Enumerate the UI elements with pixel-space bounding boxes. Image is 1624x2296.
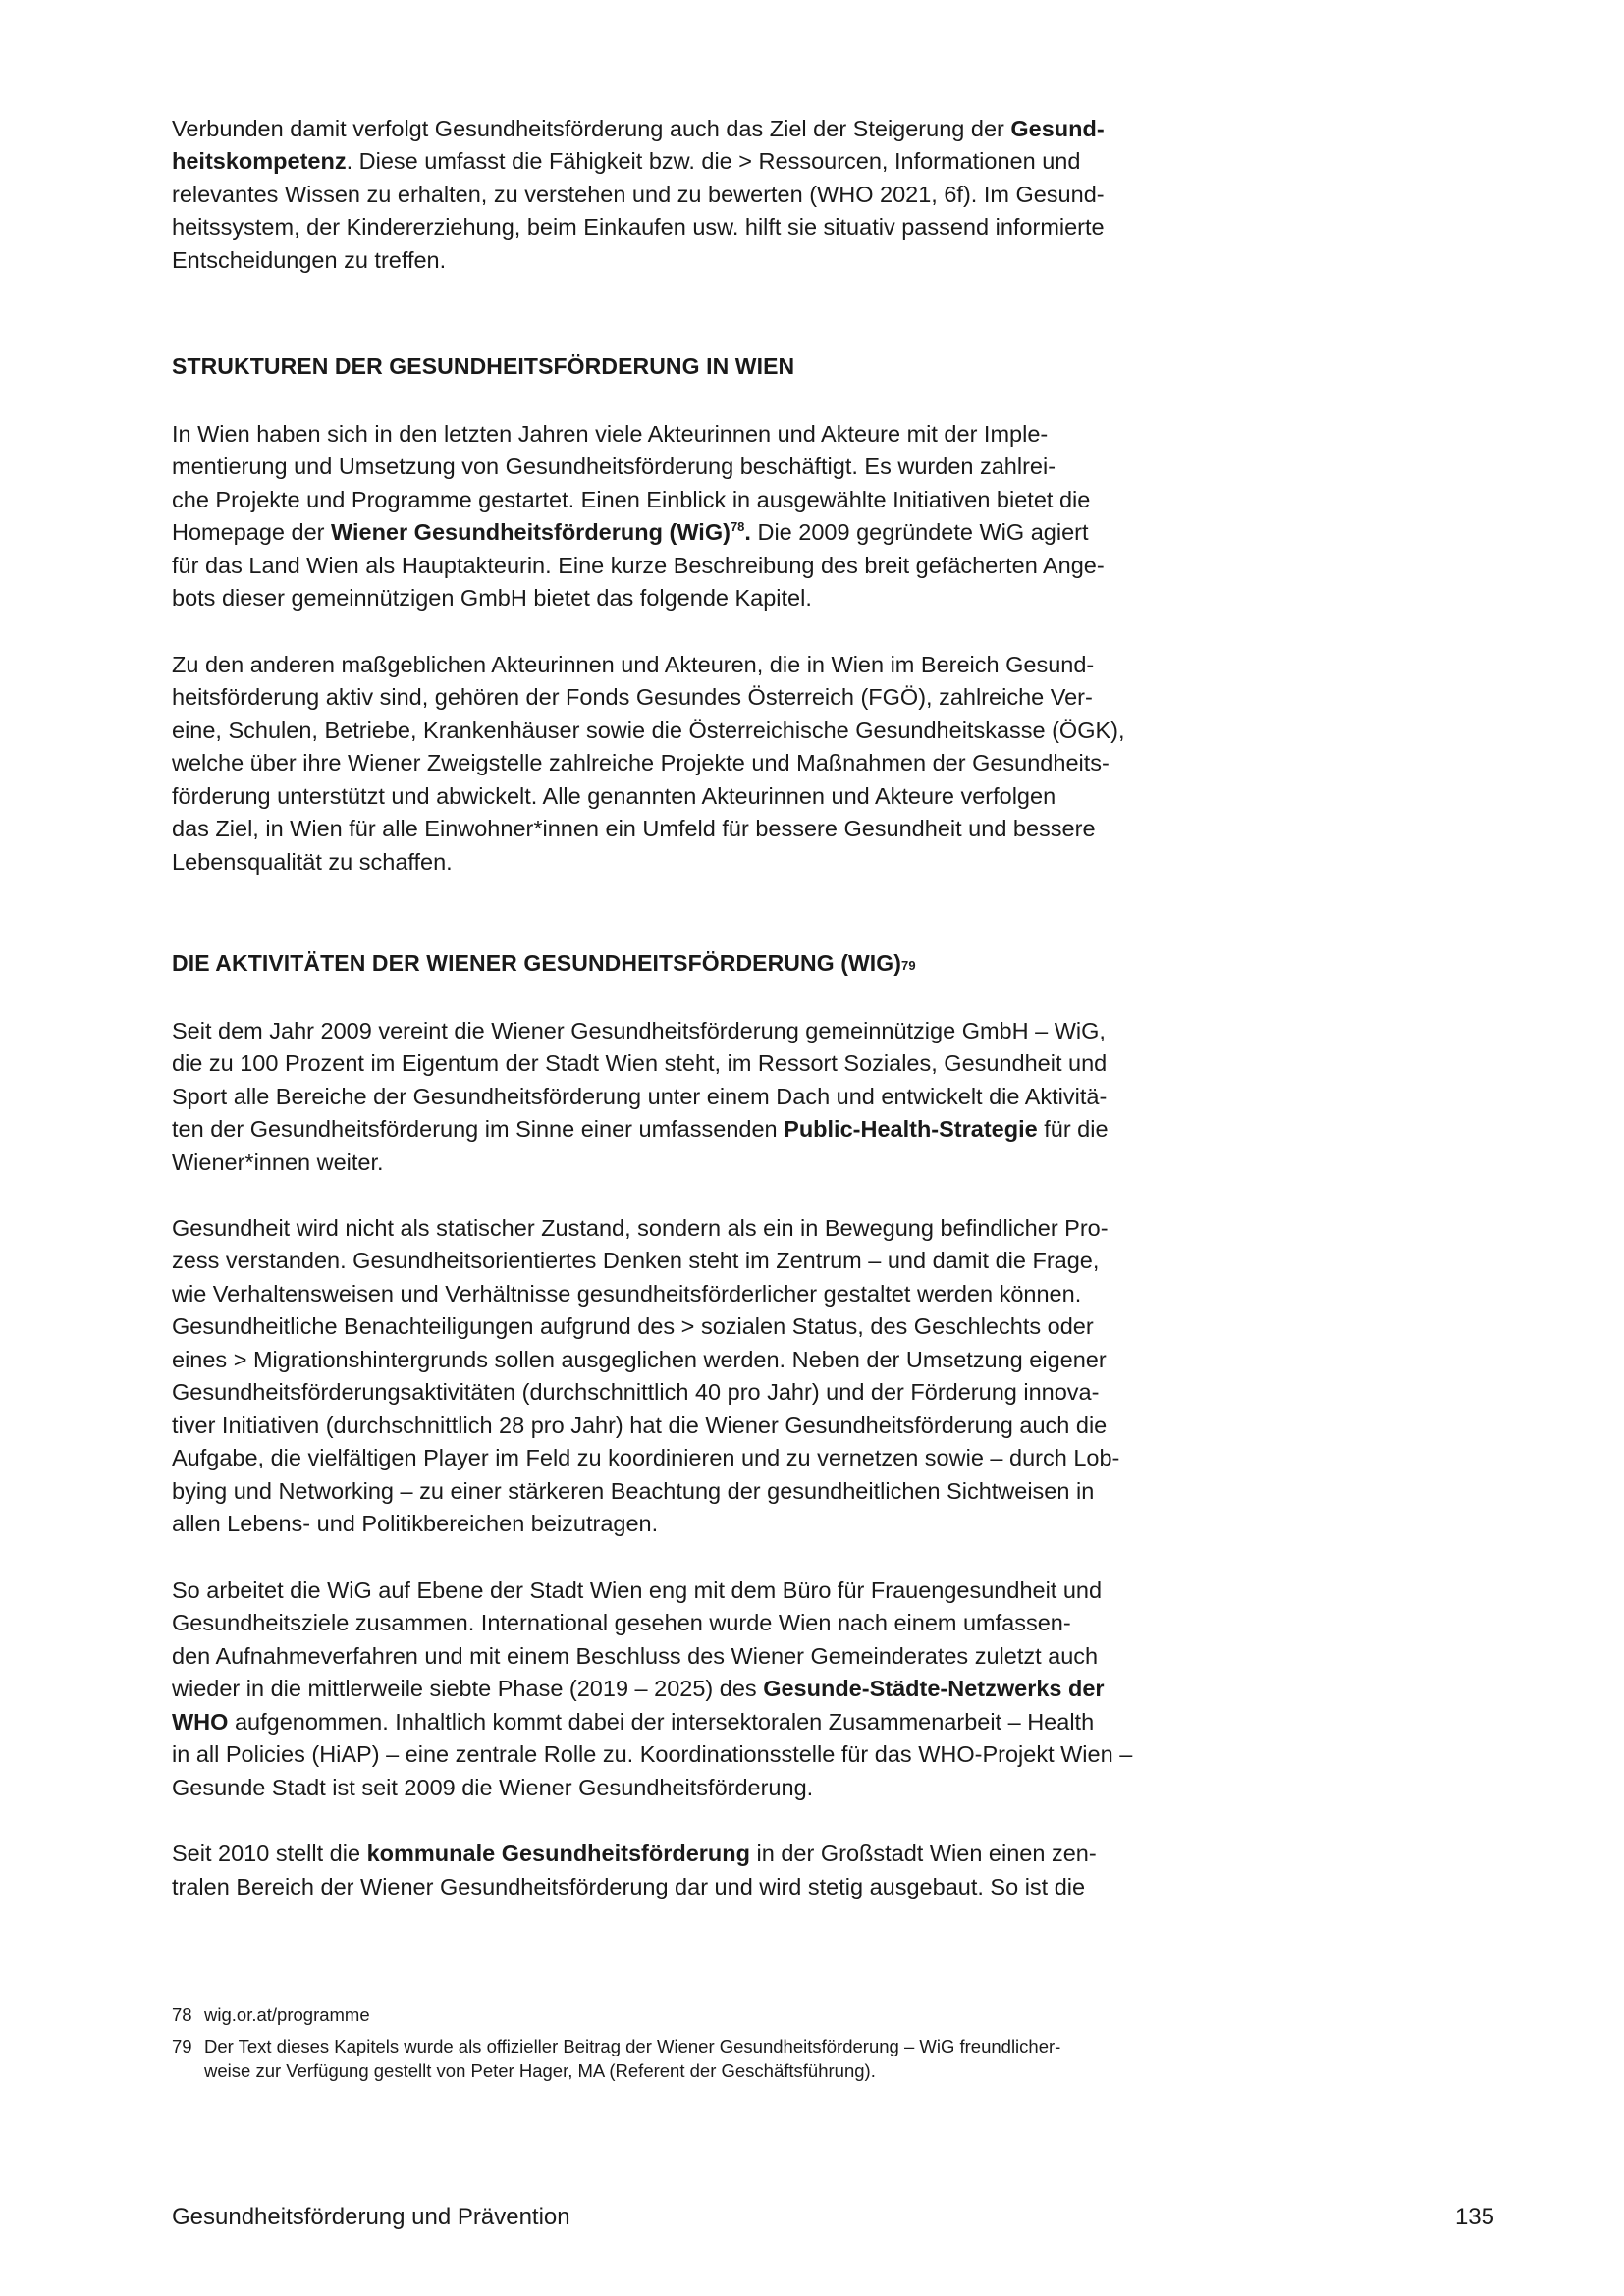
text-line: In Wien haben sich in den letzten Jahren viele Akteurinnen und Akteure mit der Imple-	[172, 421, 1049, 447]
bold-term: kommunale Gesundheitsförderung	[366, 1841, 750, 1866]
text-line: Entscheidungen zu treffen.	[172, 247, 447, 273]
text-line: das Ziel, in Wien für alle Einwohner*innen ein Umfeld für bessere Gesundheit und bessere	[172, 816, 1096, 841]
running-footer-title: Gesundheitsförderung und Prävention	[172, 2204, 570, 2230]
page-number: 135	[1454, 2204, 1494, 2230]
text-line: Gesundheitsziele zusammen. International gesehen wurde Wien nach einem umfassen-	[172, 1610, 1071, 1635]
text-line: Gesunde Stadt ist seit 2009 die Wiener Gesundheitsförderung.	[172, 1775, 814, 1800]
text-line: bying und Networking – zu einer stärkeren Beachtung der gesundheitlichen Sichtweisen in	[172, 1478, 1095, 1504]
bold-term: Wiener Gesundheitsförderung (WiG)$^{78}$.	[331, 519, 751, 545]
text-line: So arbeitet die WiG auf Ebene der Stadt Wien eng mit dem Büro für Frauengesundheit und	[172, 1577, 1103, 1603]
text-line: WHO aufgenommen. Inhaltlich kommt dabei der intersektoralen Zusammenarbeit – Health	[172, 1709, 1095, 1735]
footnote-number: 79	[172, 2036, 192, 2056]
text-line: eine, Schulen, Betriebe, Krankenhäuser sowie die Österreichische Gesundheitskasse (ÖGK),	[172, 718, 1125, 743]
text-line: ten der Gesundheitsförderung im Sinne einer umfassenden Public-Health-Strategie für die	[172, 1116, 1109, 1142]
text-line: Seit 2010 stellt die kommunale Gesundheitsförderung in der Großstadt Wien einen zen-	[172, 1841, 1097, 1866]
text-line: Gesundheitliche Benachteiligungen aufgrund des > sozialen Status, des Geschlechts oder	[172, 1313, 1094, 1339]
text-line: wie Verhaltensweisen und Verhältnisse gesundheitsförderlicher gestaltet werden können.	[172, 1281, 1082, 1307]
bold-term: Gesunde-Städte-Netzwerks der	[763, 1676, 1105, 1701]
text-line: Homepage der Wiener Gesundheitsförderung (WiG)$^{78}$. Die 2009 gegründete WiG agiert	[172, 519, 1089, 545]
text-line: tiver Initiativen (durchschnittlich 28 pro Jahr) hat die Wiener Gesundheitsförderung auch die	[172, 1413, 1108, 1438]
bold-term: Public-Health-Strategie	[784, 1116, 1038, 1142]
text-line: allen Lebens- und Politikbereichen beizutragen.	[172, 1511, 659, 1536]
text-line: wieder in die mittlerweile siebte Phase (2019 – 2025) des Gesunde-Städte-Netzwerks der	[172, 1676, 1105, 1701]
text-line: Verbunden damit verfolgt Gesundheitsförderung auch das Ziel der Steigerung der Gesund-	[172, 116, 1105, 141]
text-line: mentierung und Umsetzung von Gesundheitsförderung beschäftigt. Es wurden zahlrei-	[172, 454, 1056, 479]
bold-term: Gesund-	[1010, 116, 1105, 141]
text-line: eines > Migrationshintergrunds sollen ausgeglichen werden. Neben der Umsetzung eigener	[172, 1347, 1107, 1372]
text-line: Lebensqualität zu schaffen.	[172, 849, 453, 875]
section-heading-activities: DIE AKTIVITÄTEN DER WIENER GESUNDHEITSFÖRDERUNG (WIG)$^{79}$	[172, 950, 916, 976]
text-line: Gesundheitsförderungsaktivitäten (durchschnittlich 40 pro Jahr) und der Förderung innova-	[172, 1379, 1100, 1405]
footnote-text: wig.or.at/programme	[204, 2004, 370, 2025]
text-line: für das Land Wien als Hauptakteurin. Eine kurze Beschreibung des breit gefächerten Ange-	[172, 553, 1105, 578]
text-line: förderung unterstützt und abwickelt. Alle genannten Akteurinnen und Akteure verfolgen	[172, 783, 1056, 809]
text-line: die zu 100 Prozent im Eigentum der Stadt Wien steht, im Ressort Soziales, Gesundheit und	[172, 1050, 1108, 1076]
text-line: zess verstanden. Gesundheitsorientiertes Denken steht im Zentrum – und damit die Frage,	[172, 1248, 1100, 1273]
section-heading-structures: STRUKTUREN DER GESUNDHEITSFÖRDERUNG IN WIEN	[172, 353, 795, 379]
text-line: Wiener*innen weiter.	[172, 1149, 384, 1175]
text-line: relevantes Wissen zu erhalten, zu verstehen und zu bewerten (WHO 2021, 6f). Im Gesund-	[172, 182, 1105, 207]
footnote-text: weise zur Verfügung gestellt von Peter Hager, MA (Referent der Geschäftsführung).	[204, 2060, 876, 2081]
text-line: Sport alle Bereiche der Gesundheitsförderung unter einem Dach und entwickelt die Aktivitä-	[172, 1084, 1108, 1109]
text-line: in all Policies (HiAP) – eine zentrale Rolle zu. Koordinationsstelle für das WHO-Projekt Wien –	[172, 1741, 1133, 1767]
text-line: bots dieser gemeinnützigen GmbH bietet das folgende Kapitel.	[172, 585, 812, 611]
footnote-ref: 79	[901, 958, 916, 973]
text-line: Seit dem Jahr 2009 vereint die Wiener Gesundheitsförderung gemeinnützige GmbH – WiG,	[172, 1018, 1106, 1043]
text-line: heitssystem, der Kindererziehung, beim Einkaufen usw. hilft sie situativ passend informierte	[172, 214, 1105, 240]
text-line: tralen Bereich der Wiener Gesundheitsförderung dar und wird stetig ausgebaut. So ist die	[172, 1874, 1086, 1899]
text-line: den Aufnahmeverfahren und mit einem Beschluss des Wiener Gemeinderates zuletzt auch	[172, 1643, 1099, 1669]
footnote-number: 78	[172, 2004, 192, 2025]
text-line: Aufgabe, die vielfältigen Player im Feld zu koordinieren und zu vernetzen sowie – durch Lob-	[172, 1445, 1120, 1470]
footnote-text: Der Text dieses Kapitels wurde als offizieller Beitrag der Wiener Gesundheitsförderung – WiG freundlicher-	[204, 2036, 1061, 2056]
text-line: Gesundheit wird nicht als statischer Zustand, sondern als ein in Bewegung befindlicher Pro-	[172, 1215, 1109, 1241]
text-line: Zu den anderen maßgeblichen Akteurinnen und Akteuren, die in Wien im Bereich Gesund-	[172, 652, 1095, 677]
text-line: heitsförderung aktiv sind, gehören der Fonds Gesundes Österreich (FGÖ), zahlreiche Ver-	[172, 684, 1093, 710]
text-line: heitskompetenz. Diese umfasst die Fähigkeit bzw. die > Ressourcen, Informationen und	[172, 148, 1081, 174]
bold-term: heitskompetenz	[172, 148, 347, 174]
footnote-ref: 78	[730, 519, 745, 534]
bold-term: WHO	[172, 1709, 229, 1735]
text-line: welche über ihre Wiener Zweigstelle zahlreiche Projekte und Maßnahmen der Gesundheits-	[172, 750, 1110, 775]
text-line: che Projekte und Programme gestartet. Einen Einblick in ausgewählte Initiativen bietet die	[172, 487, 1091, 512]
